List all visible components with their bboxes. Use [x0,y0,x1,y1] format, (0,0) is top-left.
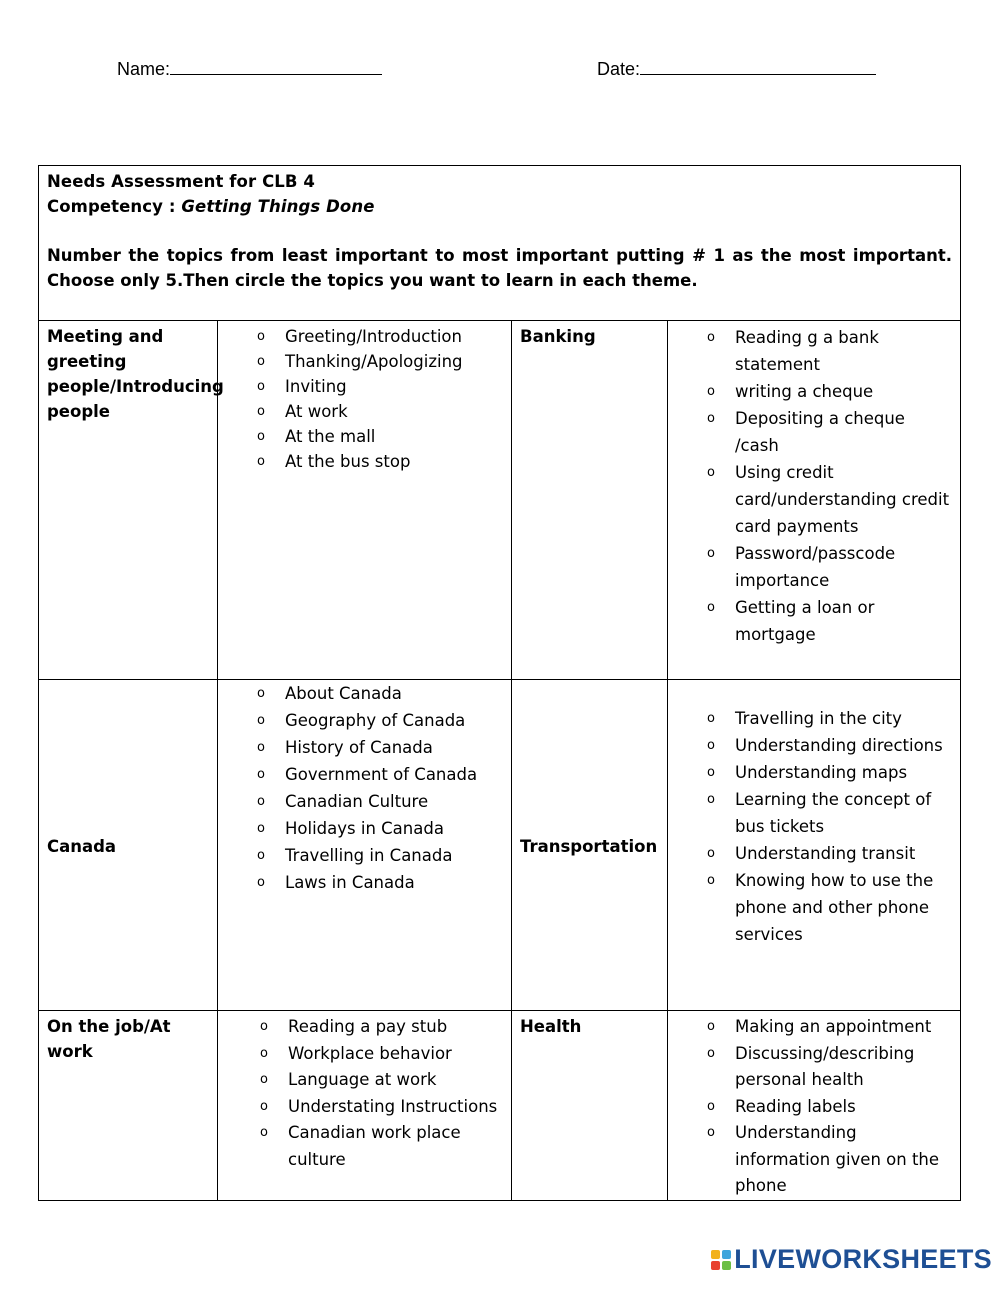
topic-item[interactable] [707,405,950,459]
topic-item[interactable] [257,374,511,399]
topic-label: Password/passcode importance [735,544,896,590]
circle-bullet-icon: o [260,1019,268,1034]
circle-bullet-icon: o [257,354,265,369]
topic-list [707,324,950,648]
topic-label: Knowing how to use the phone and other phone services [735,871,934,944]
topics-banking [668,321,961,680]
circle-bullet-icon: o [257,429,265,444]
topic-item[interactable] [707,324,950,378]
topics-work [218,1011,512,1201]
theme-canada: Canada [39,680,218,1011]
topic-label: Government of Canada [285,765,478,784]
topic-label: Understating Instructions [288,1096,498,1116]
logo-square [722,1250,731,1259]
topic-item[interactable] [257,761,511,788]
circle-bullet-icon: o [707,711,715,726]
theme-work: On the job/At work [39,1011,218,1201]
theme-health: Health [512,1011,668,1201]
topic-item[interactable] [707,594,950,648]
circle-bullet-icon: o [707,1125,715,1140]
topic-label: Reading g a bank statement [735,328,879,374]
circle-bullet-icon: o [707,330,715,345]
circle-bullet-icon: o [707,792,715,807]
circle-bullet-icon: o [257,686,265,701]
circle-bullet-icon: o [260,1098,268,1114]
topic-label: Geography of Canada [285,711,466,730]
circle-bullet-icon: o [257,404,265,419]
topic-label: Understanding maps [735,763,908,782]
circle-bullet-icon: o [707,384,715,399]
topic-item[interactable] [707,732,950,759]
topic-item[interactable] [707,705,950,732]
topic-label: Understanding transit [735,844,916,863]
circle-bullet-icon: o [707,1045,715,1061]
circle-bullet-icon: o [707,873,715,888]
topic-item[interactable] [707,459,950,540]
topic-item[interactable] [707,1120,950,1200]
topic-item[interactable] [707,378,950,405]
topic-label: At the mall [285,427,376,446]
circle-bullet-icon: o [257,329,265,344]
circle-bullet-icon: o [260,1045,268,1061]
topic-label: Travelling in the city [735,709,902,728]
logo-mark-icon [711,1250,731,1270]
topic-label: About Canada [285,684,402,703]
competency-value: Getting Things Done [181,197,375,216]
topic-label: Making an appointment [735,1017,932,1036]
topic-label: Canadian Culture [285,792,429,811]
topic-list [707,705,950,948]
circle-bullet-icon: o [707,600,715,615]
topic-label: Discussing/describing personal health [735,1043,915,1089]
date-blank[interactable] [640,58,876,75]
liveworksheets-logo [711,1244,992,1275]
logo-square [711,1250,720,1259]
topic-label: Reading a pay stub [288,1017,448,1036]
logo-square [711,1261,720,1270]
topic-label: Greeting/Introduction [285,327,462,346]
topic-label: At work [285,402,348,421]
topic-label: History of Canada [285,738,433,757]
theme-transportation: Transportation [512,680,668,1011]
circle-bullet-icon: o [257,848,265,863]
circle-bullet-icon: o [257,713,265,728]
topic-item[interactable] [707,540,950,594]
topic-item[interactable] [260,1094,511,1121]
topic-label: Travelling in Canada [285,846,453,865]
topic-list [707,1014,950,1200]
topic-label: Getting a loan or mortgage [735,598,875,644]
topic-item[interactable] [707,1041,950,1094]
topic-label: writing a cheque [735,382,874,401]
topic-item[interactable] [707,759,950,786]
intro-cell [39,166,961,321]
topic-item[interactable] [257,842,511,869]
date-field [597,58,876,80]
date-label: Date: [597,59,641,79]
circle-bullet-icon: o [257,379,265,394]
topic-item[interactable] [707,1014,950,1041]
topic-item[interactable] [260,1014,511,1041]
instructions: Number the topics from least important to most important putting # 1 as the most important. Choose only 5.Then circle the topics you want to learn in each theme. [47,246,952,290]
topic-item[interactable] [257,680,511,707]
circle-bullet-icon: o [707,765,715,780]
circle-bullet-icon: o [707,1098,715,1114]
logo-square [722,1261,731,1270]
topic-label: Language at work [288,1070,437,1089]
name-field [117,58,382,80]
theme-meeting: Meeting and greeting people/Introducing people [39,321,218,680]
circle-bullet-icon: o [707,411,715,426]
circle-bullet-icon: o [707,465,715,480]
topic-item[interactable] [257,424,511,449]
topic-item[interactable] [707,840,950,867]
topics-meeting [218,321,512,680]
topic-list [257,324,511,474]
topic-label: At the bus stop [285,452,411,471]
circle-bullet-icon: o [257,740,265,755]
logo-text: LIVEWORKSHEETS [734,1244,992,1274]
topic-item[interactable] [707,867,950,948]
topic-label: Understanding information given on the phone [735,1123,940,1195]
topic-item[interactable] [260,1041,511,1068]
topic-item[interactable] [707,786,950,840]
name-blank[interactable] [170,58,382,75]
topic-label: Learning the concept of bus tickets [735,790,932,836]
topic-label: Holidays in Canada [285,819,444,838]
topic-label: Reading labels [735,1096,856,1116]
topic-item[interactable] [260,1120,511,1173]
topic-list [257,680,511,896]
topic-label: Laws in Canada [285,873,415,892]
topic-label: Depositing a cheque /cash [735,409,905,455]
topic-label: Thanking/Apologizing [285,352,463,371]
topic-item[interactable] [257,734,511,761]
circle-bullet-icon: o [707,1019,715,1034]
topic-item[interactable] [260,1067,511,1094]
topic-item[interactable] [257,349,511,374]
topic-label: Inviting [285,377,347,396]
topic-label: Workplace behavior [288,1043,452,1063]
circle-bullet-icon: o [707,846,715,861]
topics-transportation [668,680,961,1011]
circle-bullet-icon: o [257,794,265,809]
competency-line [47,194,952,219]
circle-bullet-icon: o [257,875,265,890]
circle-bullet-icon: o [260,1072,268,1087]
circle-bullet-icon: o [257,767,265,782]
topic-list [260,1014,511,1173]
topic-item[interactable] [257,449,511,474]
topic-item[interactable] [257,324,511,349]
topic-item[interactable] [257,788,511,815]
topics-canada [218,680,512,1011]
topic-item[interactable] [257,707,511,734]
topics-health [668,1011,961,1201]
topic-item[interactable] [257,399,511,424]
needs-assessment-table [38,165,961,1201]
circle-bullet-icon: o [707,738,715,753]
assessment-title: Needs Assessment for CLB 4 [47,172,315,191]
topic-label: Canadian work place culture [288,1123,461,1169]
topic-label: Understanding directions [735,736,943,755]
topic-item[interactable] [257,869,511,896]
topic-item[interactable] [257,815,511,842]
competency-label: Competency : [47,197,182,216]
circle-bullet-icon: o [257,821,265,836]
circle-bullet-icon: o [260,1125,268,1140]
circle-bullet-icon: o [707,546,715,561]
circle-bullet-icon: o [257,454,265,469]
theme-banking: Banking [512,321,668,680]
topic-label: Using credit card/understanding credit card payments [735,463,950,536]
name-label: Name: [117,59,171,79]
topic-item[interactable] [707,1094,950,1121]
